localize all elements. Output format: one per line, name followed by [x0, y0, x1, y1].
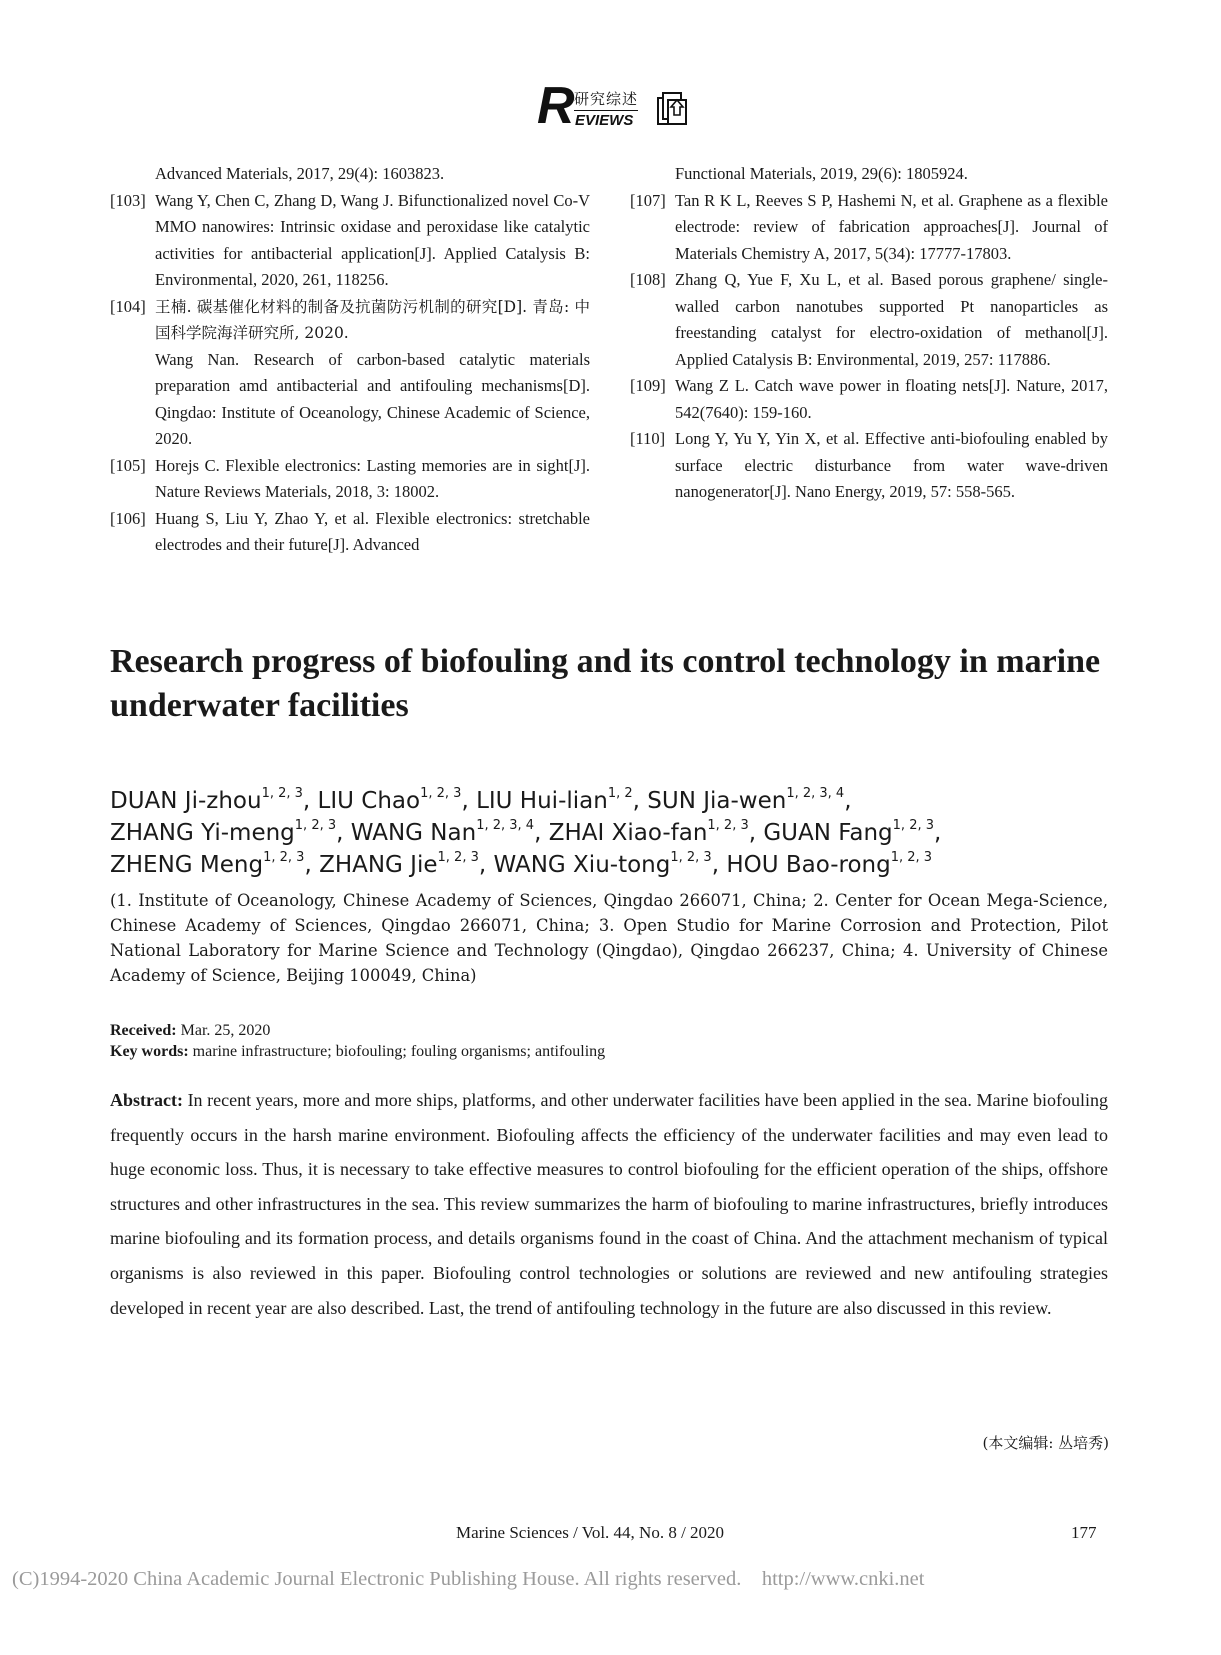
- references-left-column: [110, 161, 590, 559]
- reference-number: [108]: [630, 270, 666, 289]
- author: ZHAI Xiao-fan$^{1, 2, 3}$: [548, 818, 749, 846]
- keywords: marine infrastructure; biofouling; fouling organisms; antifouling: [192, 1043, 606, 1060]
- reference-number: [109]: [630, 376, 666, 395]
- reference-text: Huang S, Liu Y, Zhao Y, et al. Flexible electronics: stretchable electrodes and their future[J]. Advanced: [155, 508, 590, 554]
- abstract-text: In recent years, more and more ships, platforms, and other underwater facilities have been applied in the sea. Marine biofouling frequently occurs in the harsh marine environment. Biofouling affects the efficiency of the underwater facilities and may even lead to huge economic loss. Thus, it is necessary to take effective measures to control biofouling for the efficient operation of the ships, offshore structures and other infrastructures in the sea. This review summarizes the harm of biofouling to marine infrastructures, briefly introduces marine biofouling and its formation process, and details organisms found in the coast of China. And the attachment mechanism of typical organisms is also reviewed in this paper. Biofouling control technologies or solutions are reviewed and new antifouling strategies developed in recent year are also described. Last, the trend of antifouling technology in the future are also discussed in this review.: [110, 1090, 1109, 1318]
- reference-number: [105]: [110, 455, 146, 475]
- abstract-label: Abstract:: [110, 1090, 183, 1110]
- author: WANG Nan$^{1, 2, 3, 4}$: [350, 818, 535, 846]
- reference-continuation: Advanced Materials, 2017, 29(4): 1603823.: [155, 164, 445, 183]
- article-meta: [110, 1020, 605, 1062]
- reference-continuation: Functional Materials, 2019, 29(6): 1805924.: [675, 164, 968, 183]
- reference-number: [103]: [110, 190, 146, 210]
- author: GUAN Fang$^{1, 2, 3}$: [763, 818, 934, 846]
- author-list: DUAN Ji-zhou$^{1, 2, 3}$, LIU Chao$^{1, 2, 3}$, LIU Hui-lian$^{1, 2}$, SUN Jia-wen$^{1, 2, 3, 4}$, ZHANG Yi-meng$^{1, 2, 3}$, WANG Nan$^{1, 2, 3, 4}$, ZHAI Xiao-fan$^{1, 2, 3}$, GUAN Fang$^{1, 2, 3}$, ZHENG Meng$^{1, 2, 3}$, ZHANG Jie$^{1, 2, 3}$, WANG Xiu-tong$^{1, 2, 3}$, HOU Bao-rong$^{1, 2, 3}$: [110, 786, 942, 878]
- author: WANG Xiu-tong$^{1, 2, 3}$: [493, 850, 712, 878]
- received-label: Received:: [110, 1022, 177, 1039]
- reference-text: 王楠. 碳基催化材料的制备及抗菌防污机制的研究[D]. 青岛: 中国科学院海洋研究所, 2020.: [155, 297, 590, 342]
- author: HOU Bao-rong$^{1, 2, 3}$: [726, 850, 933, 878]
- logo-chinese-text: 研究综述: [574, 88, 638, 111]
- received-line: [110, 1020, 605, 1041]
- reference-text: Wang Z L. Catch wave power in floating nets[J]. Nature, 2017, 542(7640): 159-160.: [675, 376, 1108, 422]
- reference-item: [110, 506, 590, 559]
- author: SUN Jia-wen$^{1, 2, 3, 4}$: [647, 786, 845, 814]
- reference-item: [110, 188, 590, 294]
- author: ZHANG Jie$^{1, 2, 3}$: [319, 850, 479, 878]
- reference-item: [630, 267, 1108, 373]
- logo-english-text: EVIEWS: [575, 112, 634, 129]
- keywords-label: Key words:: [110, 1043, 189, 1060]
- copyright-line: (C)1994-2020 China Academic Journal Electronic Publishing House. All rights reserved. http://www.cnki.net: [12, 1568, 925, 1590]
- reference-item: [630, 373, 1108, 426]
- reference-item: [630, 188, 1108, 268]
- author: DUAN Ji-zhou$^{1, 2, 3}$: [110, 786, 303, 814]
- abstract: [110, 1083, 1108, 1325]
- reference-translation: Wang Nan. Research of carbon-based catalytic materials preparation amd antibacterial and antifouling mechanisms[D]. Qingdao: Institute of Oceanology, Chinese Academic of Science, 2020.: [155, 349, 590, 448]
- journal-section-logo: [537, 77, 697, 136]
- reference-text: Tan R K L, Reeves S P, Hashemi N, et al. Graphene as a flexible electrode: review of fabrication approaches[J]. Journal of Materials Chemistry A, 2017, 5(34): 17777-17803.: [675, 190, 1108, 263]
- reference-item: [110, 453, 590, 506]
- article-title: Research progress of biofouling and its control technology in marine underwater facilities: [110, 643, 1101, 724]
- reference-number: [107]: [630, 190, 666, 210]
- reference-item: [110, 294, 590, 453]
- reference-item: [630, 426, 1108, 506]
- journal-citation: Marine Sciences / Vol. 44, No. 8 / 2020: [456, 1523, 725, 1542]
- received-date: Mar. 25, 2020: [180, 1022, 271, 1039]
- document-icon: [655, 88, 695, 128]
- reference-number: [106]: [110, 508, 146, 528]
- reference-number: [104]: [110, 296, 146, 316]
- author: LIU Chao$^{1, 2, 3}$: [317, 786, 462, 814]
- reference-text: Horejs C. Flexible electronics: Lasting memories are in sight[J]. Nature Reviews Materials, 2018, 3: 18002.: [155, 455, 590, 501]
- affiliations: (1. Institute of Oceanology, Chinese Academy of Sciences, Qingdao 266071, China; 2. Center for Ocean Mega-Science, Chinese Academy of Sciences, Qingdao 266071, China; 3. Open Studio for Marine Corrosion and Protection, Pilot National Laboratory for Marine Science and Technology (Qingdao), Qingdao 266237, China; 4. University of Chinese Academy of Science, Beijing 100049, China): [110, 891, 1108, 985]
- author: ZHANG Yi-meng$^{1, 2, 3}$: [110, 818, 337, 846]
- author: LIU Hui-lian$^{1, 2}$: [476, 786, 633, 814]
- editor-note: (本文编辑: 丛培秀): [982, 1434, 1109, 1452]
- author: ZHENG Meng$^{1, 2, 3}$: [110, 850, 305, 878]
- reference-text: Zhang Q, Yue F, Xu L, et al. Based porous graphene/ single-walled carbon nanotubes supported Pt nanoparticles as freestanding catalyst for electro-oxidation of methanol[J]. Applied Catalysis B: Environmental, 2019, 257: 117886.: [675, 270, 1108, 369]
- keywords-line: [110, 1041, 605, 1062]
- reference-number: [110]: [630, 429, 666, 448]
- references-right-column: [630, 161, 1108, 506]
- reference-text: Wang Y, Chen C, Zhang D, Wang J. Bifunctionalized novel Co-V MMO nanowires: Intrinsic oxidase and peroxidase like catalytic activities for antibacterial application[J]. Applied Catalysis B: Environmental, 2020, 261, 118256.: [155, 190, 590, 289]
- logo-letter: R: [537, 77, 575, 135]
- page-number: 177: [1071, 1523, 1097, 1542]
- reference-text: Long Y, Yu Y, Yin X, et al. Effective anti-biofouling enabled by surface electric disturbance from water wave-driven nanogenerator[J]. Nano Energy, 2019, 57: 558-565.: [675, 429, 1108, 501]
